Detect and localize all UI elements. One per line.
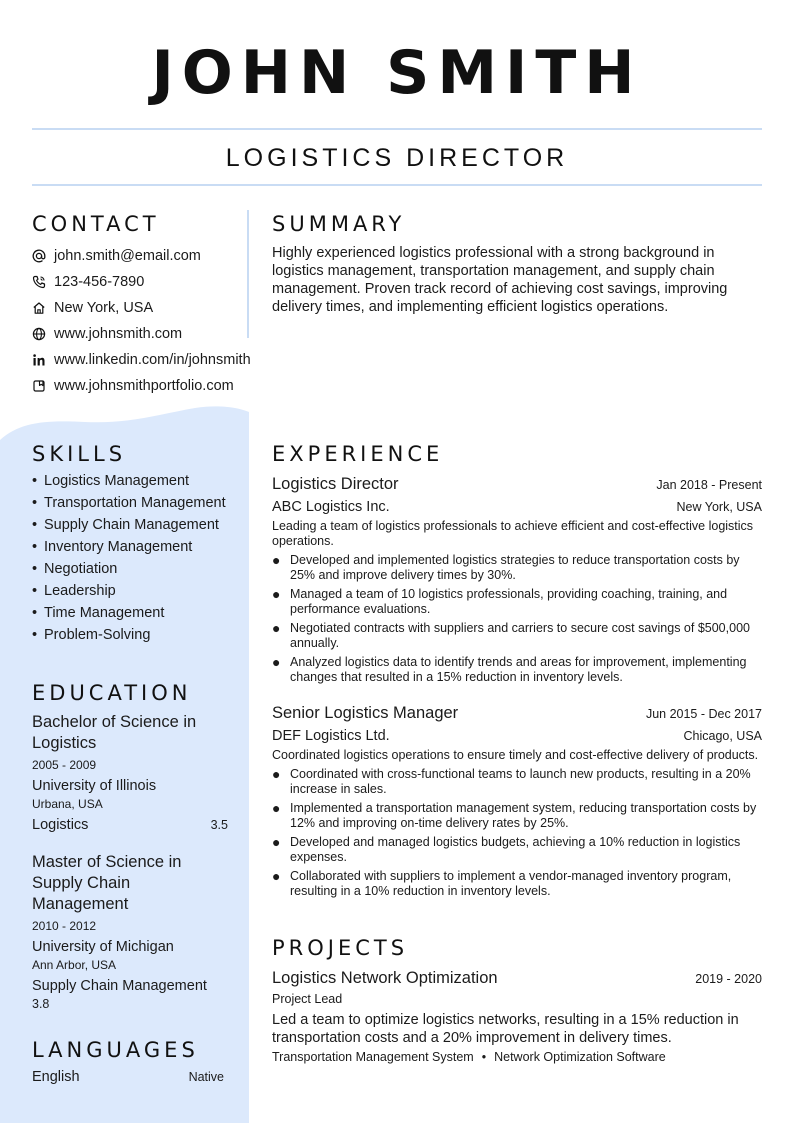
contact-location-text: New York, USA (54, 300, 154, 316)
contact-list (32, 243, 272, 399)
degree-name: Bachelor of Science in Logistics (32, 713, 197, 752)
school-location: Urbana, USA (32, 797, 103, 811)
job-dates: Jun 2015 - Dec 2017 (645, 707, 762, 721)
header-top-rule (32, 128, 762, 130)
skill-item: • Transportation Management (32, 495, 226, 511)
education-entry (32, 852, 228, 1012)
degree-dates: 2010 - 2012 (32, 919, 97, 933)
job-location: Chicago, USA (683, 729, 762, 743)
job-company: ABC Logistics Inc. (272, 499, 390, 515)
contact-heading: CONTACT (32, 212, 160, 236)
degree-dates: 2005 - 2009 (32, 758, 97, 772)
job-bullets (272, 553, 762, 685)
school-name: University of Illinois (32, 778, 157, 794)
skill-item: • Time Management (32, 605, 165, 621)
degree-name: Master of Science in Supply Chain Management (32, 853, 182, 913)
globe-icon (32, 327, 46, 341)
skill-item: • Logistics Management (32, 473, 190, 489)
job-bullet: ● Analyzed logistics data to identify trends and areas for improvement, implementing changes that resulted in a 15% reduction in inventory levels. (272, 654, 747, 684)
project-entry (272, 967, 762, 1065)
skill-item: • Leadership (32, 583, 116, 599)
contact-linkedin-text: www.linkedin.com/in/johnsmith (54, 352, 251, 368)
contact-website[interactable] (32, 321, 272, 347)
project-description: Led a team to optimize logistics networks, resulting in a 15% reduction in transportation costs and a 20% improvement in delivery times. (272, 1012, 739, 1046)
job-description: Coordinated logistics operations to ensure timely and cost-effective delivery of products. (272, 748, 759, 762)
school-location: Ann Arbor, USA (32, 958, 117, 972)
project-technologies: Transportation Management System • Network Optimization Software (272, 1050, 666, 1064)
contact-location (32, 295, 272, 321)
contact-phone-text: 123-456-7890 (54, 274, 145, 290)
contact-website-text: www.johnsmith.com (54, 326, 183, 342)
job-company: DEF Logistics Ltd. (272, 728, 390, 744)
projects-heading: PROJECTS (272, 936, 409, 960)
job-role: Senior Logistics Manager (272, 704, 459, 722)
contact-linkedin[interactable] (32, 347, 272, 373)
languages-heading: LANGUAGES (32, 1038, 199, 1062)
skill-item: • Negotiation (32, 561, 118, 577)
gpa: 3.8 (32, 997, 50, 1011)
skills-list (32, 472, 232, 648)
contact-phone[interactable] (32, 269, 272, 295)
job-bullets (272, 767, 762, 899)
technology-item: Network Optimization Software (494, 1050, 666, 1064)
job-entry (272, 702, 762, 903)
at-icon (32, 249, 46, 263)
project-name: Logistics Network Optimization (272, 969, 498, 987)
summary-heading: SUMMARY (272, 212, 406, 236)
language-level: Native (188, 1070, 224, 1084)
job-location: New York, USA (676, 500, 762, 514)
job-bullet: ● Managed a team of 10 logistics professionals, providing coaching, training, and performance evaluations. (272, 586, 728, 616)
contact-portfolio[interactable] (32, 373, 272, 399)
skills-heading: SKILLS (32, 442, 127, 466)
contact-email-text: john.smith@email.com (54, 248, 201, 264)
skill-item: • Supply Chain Management (32, 517, 219, 533)
project-role: Project Lead (272, 992, 343, 1006)
linkedin-icon (32, 353, 46, 367)
job-dates: Jan 2018 - Present (656, 478, 762, 492)
job-description: Leading a team of logistics professionals to achieve efficient and cost-effective logistics operations. (272, 519, 754, 548)
contact-portfolio-text: www.johnsmithportfolio.com (54, 378, 234, 394)
job-bullet: ● Collaborated with suppliers to implement a vendor-managed inventory program, resulting in a 10% reduction in inventory levels. (272, 868, 732, 898)
gpa: 3.5 (210, 818, 228, 832)
contact-email[interactable] (32, 243, 272, 269)
job-bullet: ● Negotiated contracts with suppliers and carriers to secure cost savings of $500,000 annually. (272, 620, 750, 650)
field-gpa-row (32, 816, 228, 834)
job-bullet: ● Developed and implemented logistics strategies to reduce transportation costs by 25% and improve delivery times by 30%. (272, 552, 740, 582)
experience-heading: EXPERIENCE (272, 442, 444, 466)
education-heading: EDUCATION (32, 681, 192, 705)
school-name: University of Michigan (32, 939, 174, 955)
job-bullet: ● Implemented a transportation management system, reducing transportation costs by 12% and improving on-time delivery rates by 25%. (272, 800, 757, 830)
education-entry (32, 712, 228, 834)
phone-icon (32, 275, 46, 289)
job-bullet: ● Coordinated with cross-functional teams to launch new products, resulting in a 20% increase in sales. (272, 766, 751, 796)
summary-text: Highly experienced logistics professional with a strong background in logistics management, transportation management, and supply chain management. Proven track record of achieving cost savings, improving delivery times, and implementing efficient logistics operations. (272, 245, 728, 315)
language-entry (32, 1069, 224, 1085)
skill-item: • Problem-Solving (32, 627, 151, 643)
job-role: Logistics Director (272, 475, 399, 493)
field-of-study: Logistics (32, 817, 89, 833)
home-icon (32, 301, 46, 315)
project-dates: 2019 - 2020 (695, 972, 762, 986)
portfolio-icon (32, 379, 46, 393)
language-name: English (32, 1069, 80, 1085)
job-entry (272, 473, 762, 689)
skill-item: • Inventory Management (32, 539, 193, 555)
job-bullet: ● Developed and managed logistics budgets, achieving a 10% reduction in logistics expenses. (272, 834, 741, 864)
header-bottom-rule (32, 184, 762, 186)
job-title: LOGISTICS DIRECTOR (225, 144, 569, 172)
field-of-study: Supply Chain Management (32, 978, 207, 994)
candidate-name: JOHN SMITH (151, 38, 643, 108)
technology-item: Transportation Management System (272, 1050, 474, 1064)
